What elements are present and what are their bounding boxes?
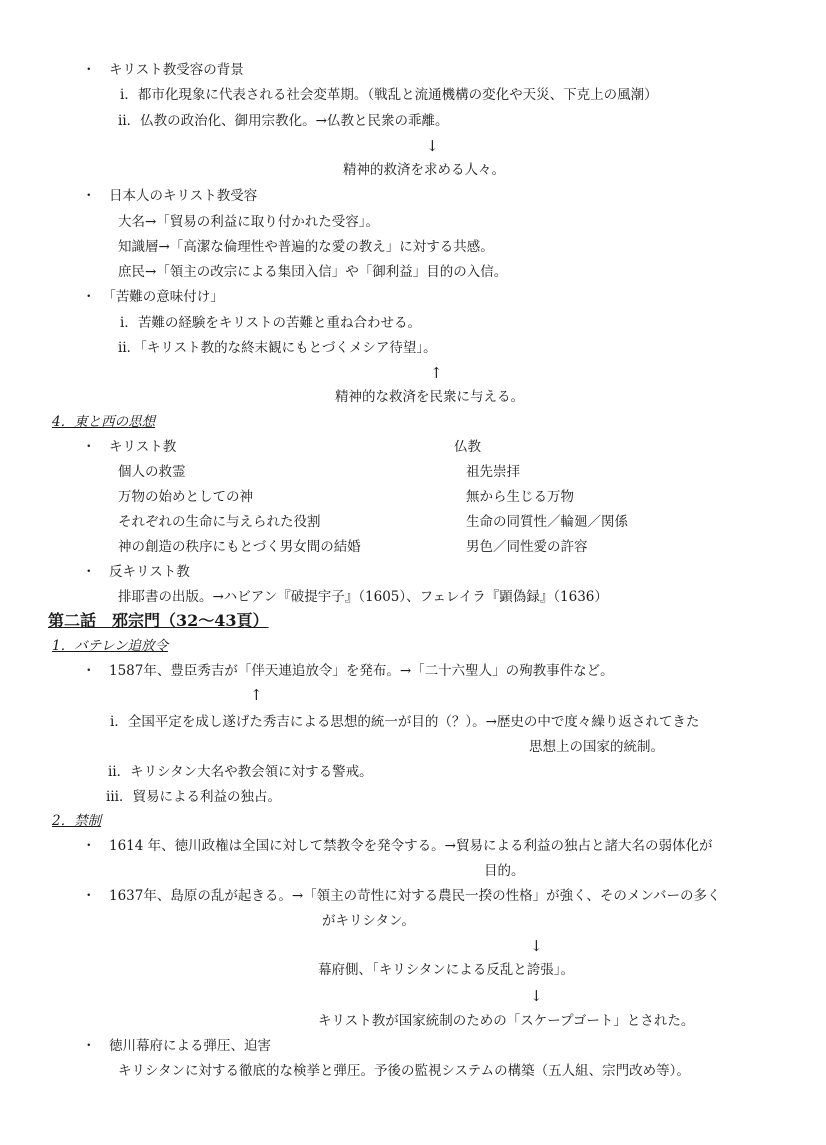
bullet-meaning-of-suffering: ・ 「苦難の意味付け」 [82,289,224,305]
section-heading-east-west-thought: 4．東と西の思想 [52,414,156,430]
item-ii-messiah-expectation: ⅱ．「キリスト教的な終末観にもとづくメシア待望」。 [118,340,437,356]
bullet-japanese-acceptance: ・ 日本人のキリスト教受容 [82,188,258,204]
text-shogunate-exaggeration: 幕府側、「キリシタンによる反乱と誇張」。 [318,962,574,978]
christianity-point-3: それぞれの生命に与えられた役割 [118,514,321,530]
text-commoners: 庶民→「領主の改宗による集団入信」や「御利益」目的の入信。 [118,264,508,280]
chapter-heading-jashumon: 第二話 邪宗門（32～43頁） [48,611,269,630]
bullet-1587-edict: ・ 1587年、豊臣秀吉が「伴天連追放令」を発布。→「二十六聖人」の殉教事件など。 [82,663,614,679]
christianity-point-2: 万物の始めとしての神 [118,489,253,505]
item-i-continuation: 思想上の国家的統制。 [529,739,664,755]
bullet-1614-edict: ・ 1614 年、徳川政権は全国に対して禁教令を発令する。→貿易による利益の独占と諸大名の弱体化が [82,838,713,854]
bullet-1637-shimabara: ・ 1637年、島原の乱が起きる。→「領主の苛性に対する農民一揆の性格」が強く、そのメンバーの多く [82,888,721,904]
down-arrow-icon: ↓ [530,987,543,1005]
buddhism-point-3: 生命の同質性／輪廻／関係 [466,514,628,530]
section-heading-bateren-expulsion: 1．バテレン追放令 [52,638,168,654]
text-scapegoat: キリスト教が国家統制のための「スケープゴート」とされた。 [318,1013,695,1029]
item-i-suffering-experience: ⅰ．苦難の経験をキリストの苦難と重ね合わせる。 [120,315,422,331]
text-intellectuals: 知識層→「高潔な倫理性や普遍的な愛の教え」に対する共感。 [118,239,494,255]
item-ii-buddhism-politicization: ⅱ．仏教の政治化、御用宗教化。→仏教と民衆の乖離。 [118,113,449,129]
item-ii-vigilance: ⅱ．キリシタン大名や教会領に対する警戒。 [108,764,373,780]
up-arrow-icon: ↑ [250,686,263,704]
text-daimyo: 大名→「貿易の利益に取り付かれた受容」。 [118,214,380,230]
col-heading-christianity: ・ キリスト教 [82,439,177,455]
bullet-1614-continuation: 目的。 [484,863,525,879]
down-arrow-icon: ↓ [530,937,543,955]
conclusion-spiritual-salvation-seekers: 精神的救済を求める人々。 [343,162,505,178]
bullet-anti-christianity: ・ 反キリスト教 [82,564,190,580]
christianity-point-1: 個人の救霊 [118,464,186,480]
bullet-1637-continuation: がキリシタン。 [322,913,415,929]
bullet-christian-acceptance-background: ・ キリスト教受容の背景 [82,62,244,78]
buddhism-point-1: 祖先崇拝 [466,464,520,480]
item-i-ideological-unification: ⅰ．全国平定を成し遂げた秀吉による思想的統一が目的（？）。→歴史の中で度々繰り返されてきた [110,714,700,730]
up-arrow-icon: ↑ [430,364,443,382]
item-iii-trade-monopoly: ⅲ．貿易による利益の独占。 [106,789,281,805]
buddhism-point-4: 男色／同性愛の許容 [466,539,588,555]
col-heading-buddhism: 仏教 [454,439,481,455]
buddhism-point-2: 無から生じる万物 [466,489,574,505]
text-surveillance-system: キリシタンに対する徹底的な検挙と弾圧。予後の監視システムの構築（五人組、宗門改め等）。 [118,1063,690,1079]
down-arrow-icon: ↓ [426,137,439,155]
text-anti-christian-publications: 排耶書の出版。→ハビアン『破提宇子』（1605）、フェレイラ『顕偽録』（1636） [118,589,608,605]
conclusion-salvation-to-people: 精神的な救済を民衆に与える。 [335,389,524,405]
item-i-urbanization: ⅰ．都市化現象に代表される社会変革期。（戦乱と流通機構の変化や天災、下克上の風潮） [120,87,658,103]
section-heading-prohibition: 2．禁制 [52,813,102,829]
bullet-tokugawa-persecution: ・ 徳川幕府による弾圧、迫害 [82,1038,271,1054]
christianity-point-4: 神の創造の秩序にもとづく男女間の結婚 [118,539,361,555]
